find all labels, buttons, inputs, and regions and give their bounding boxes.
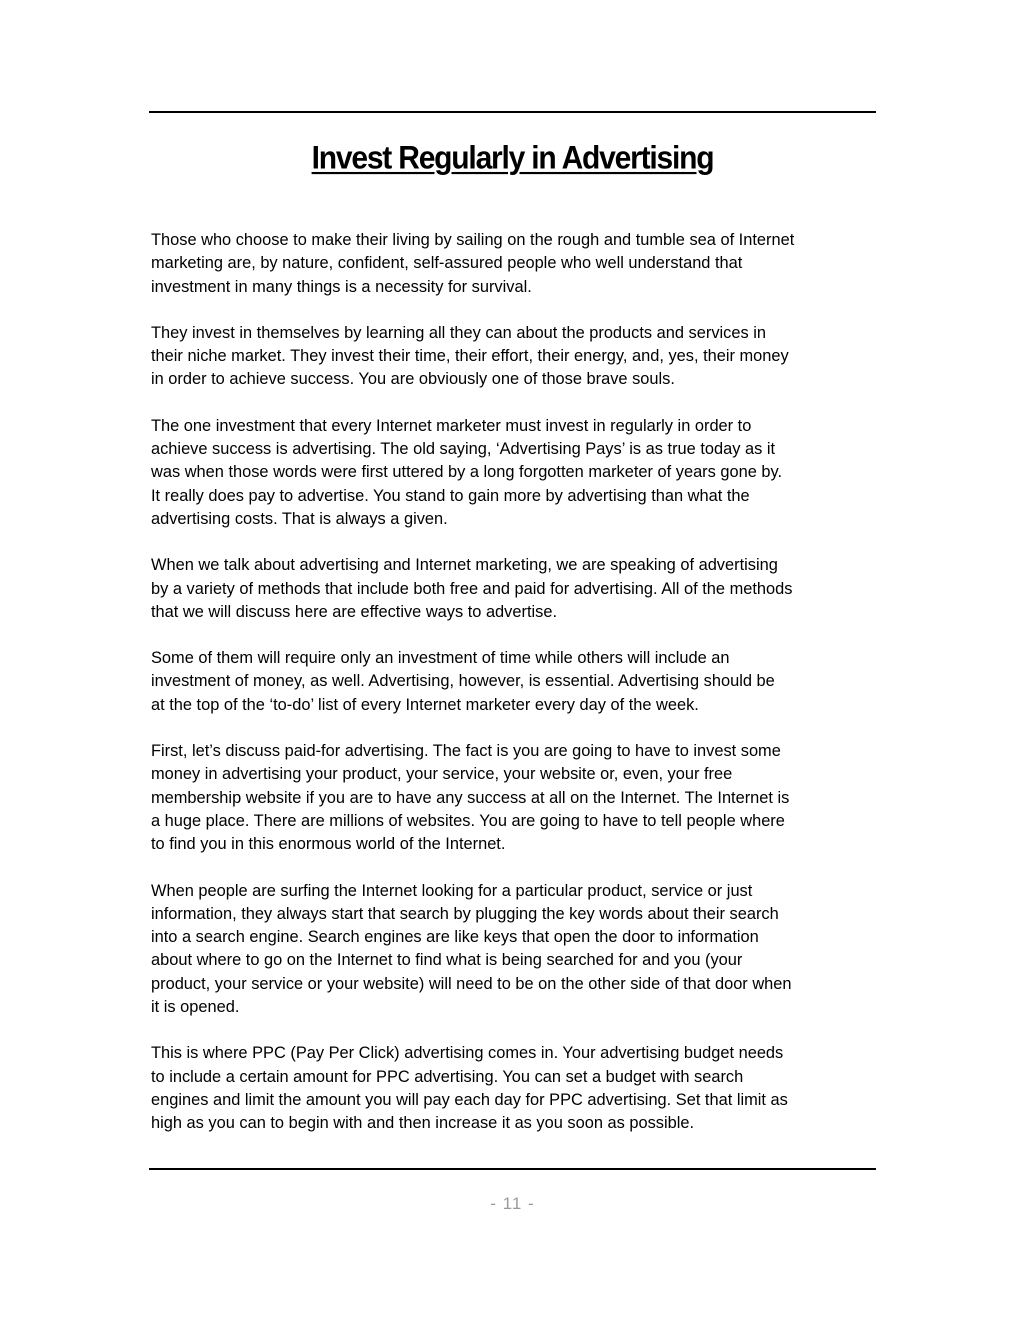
header-rule bbox=[149, 111, 876, 113]
page-title: Invest Regularly in Advertising bbox=[311, 140, 714, 177]
paragraph: They invest in themselves by learning all they can about the products and services in their niche market. They invest their time, their effort, their energy, and, yes, their money in order to achieve success. You are obviously one of those brave souls. bbox=[151, 323, 789, 389]
paragraph: When people are surfing the Internet looking for a particular product, service or just information, they always start that search by plugging the key words about their search into a search engine. Search engines are like keys that open the door to information about where to go on the Internet to find what is being searched for and you (your product, your service or your website) will need to be on the other side of that door when it is opened. bbox=[151, 881, 792, 1017]
paragraph: The one investment that every Internet marketer must invest in regularly in order to achieve success is advertising. The old saying, ‘Advertising Pays’ is as true today as it was when those words were first uttered by a long forgotten marketer of years gone by. It really does pay to advertise. You stand to gain more by advertising than what the advertising costs. That is always a given. bbox=[151, 416, 783, 528]
paragraph: Some of them will require only an investment of time while others will include an investment of money, as well. Advertising, however, is essential. Advertising should be at the top of the ‘to-do’ list of every Internet marketer every day of the week. bbox=[151, 649, 775, 714]
paragraph: When we talk about advertising and Internet marketing, we are speaking of advertising by a variety of methods that include both free and paid for advertising. All of the methods that we will discuss here are effective ways to advertise. bbox=[151, 556, 793, 621]
paragraph: Those who choose to make their living by sailing on the rough and tumble sea of Internet marketing are, by nature, confident, self-assured people who well understand that investment in many things is a necessity for survival. bbox=[151, 231, 795, 296]
paragraph: First, let’s discuss paid-for advertising. The fact is you are going to have to invest some money in advertising your product, your service, your website or, even, your free membership website if you are to have any success at all on the Internet. The Internet is a huge place. There are millions of websites. You are going to have to tell people where to find you in this enormous world of the Internet. bbox=[151, 742, 790, 854]
document-body bbox=[151, 229, 877, 1159]
footer-rule bbox=[149, 1168, 876, 1170]
page-number: - 11 - bbox=[490, 1194, 535, 1213]
paragraph: This is where PPC (Pay Per Click) advertising comes in. Your advertising budget needs to include a certain amount for PPC advertising. You can set a budget with search engines and limit the amount you will pay each day for PPC advertising. Set that limit as high as you can to begin with and then increase it as you soon as possible. bbox=[151, 1044, 788, 1133]
